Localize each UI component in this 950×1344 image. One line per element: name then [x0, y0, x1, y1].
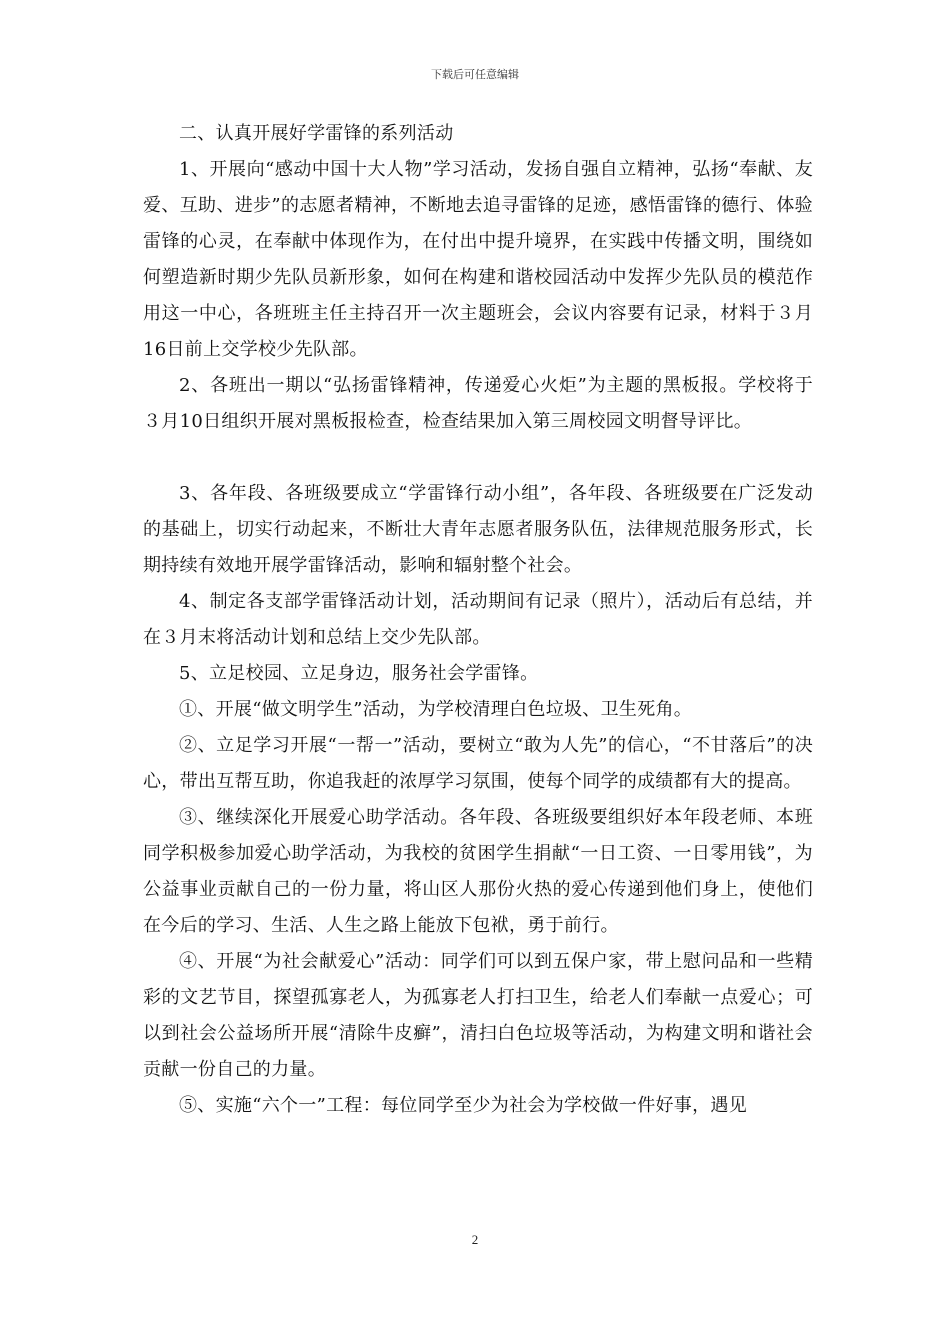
- paragraph-item-5: 5、立足校园、立足身边，服务社会学雷锋。: [179, 663, 539, 684]
- paragraph-item-2: 2、各班出一期以“弘扬雷锋精神，传递爱心火炬”为主题的黑板报。学校将于３月10日组织开展对黑板报检查，检查结果加入第三周校园文明督导评比。: [143, 375, 813, 432]
- paragraph-subitem-3: ③、继续深化开展爱心助学活动。各年段、各班级要组织好本年段老师、本班同学积极参加爱心助学活动，为我校的贫困学生捐献“一日工资、一日零用钱”，为公益事业贡献自己的一份力量，将山区人那份火热的爱心传递到他们身上，使他们在今后的学习、生活、人生之路上能放下包袱，勇于前行。: [143, 807, 813, 936]
- page-header: 下载后可任意编辑: [431, 68, 519, 81]
- paragraph-item-1: 1、开展向“感动中国十大人物”学习活动，发扬自强自立精神，弘扬“奉献、友爱、互助、进步”的志愿者精神，不断地去追寻雷锋的足迹，感悟雷锋的德行、体验雷锋的心灵，在奉献中体现作为，在付出中提升境界，在实践中传播文明，围绕如何塑造新时期少先队员新形象，如何在构建和谐校园活动中发挥少先队员的模范作用这一中心，各班班主任主持召开一次主题班会，会议内容要有记录，材料于３月16日前上交学校少先队部。: [143, 159, 813, 360]
- paragraph-subitem-5: ⑤、实施“六个一”工程：每位同学至少为社会为学校做一件好事，遇见: [179, 1095, 748, 1116]
- paragraph-item-4: 4、制定各支部学雷锋活动计划，活动期间有记录（照片），活动后有总结，并在３月末将活动计划和总结上交少先队部。: [143, 591, 813, 648]
- paragraph-item-3: 3、各年段、各班级要成立“学雷锋行动小组”，各年段、各班级要在广泛发动的基础上，切实行动起来，不断壮大青年志愿者服务队伍，法律规范服务形式，长期持续有效地开展学雷锋活动，影响和辐射整个社会。: [143, 483, 813, 576]
- document-body: [143, 116, 813, 1124]
- page-number: 2: [471, 1232, 479, 1247]
- section-heading: 二、认真开展好学雷锋的系列活动: [179, 123, 454, 144]
- paragraph-subitem-1: ①、开展“做文明学生”活动，为学校清理白色垃圾、卫生死角。: [179, 699, 693, 720]
- paragraph-subitem-4: ④、开展“为社会献爱心”活动：同学们可以到五保户家，带上慰问品和一些精彩的文艺节目，探望孤寡老人，为孤寡老人打扫卫生，给老人们奉献一点爱心；可以到社会公益场所开展“清除牛皮癣”，清扫白色垃圾等活动，为构建文明和谐社会贡献一份自己的力量。: [143, 951, 813, 1080]
- paragraph-subitem-2: ②、立足学习开展“一帮一”活动，要树立“敢为人先”的信心，“不甘落后”的决心，带出互帮互助，你追我赶的浓厚学习氛围，使每个同学的成绩都有大的提高。: [143, 735, 813, 792]
